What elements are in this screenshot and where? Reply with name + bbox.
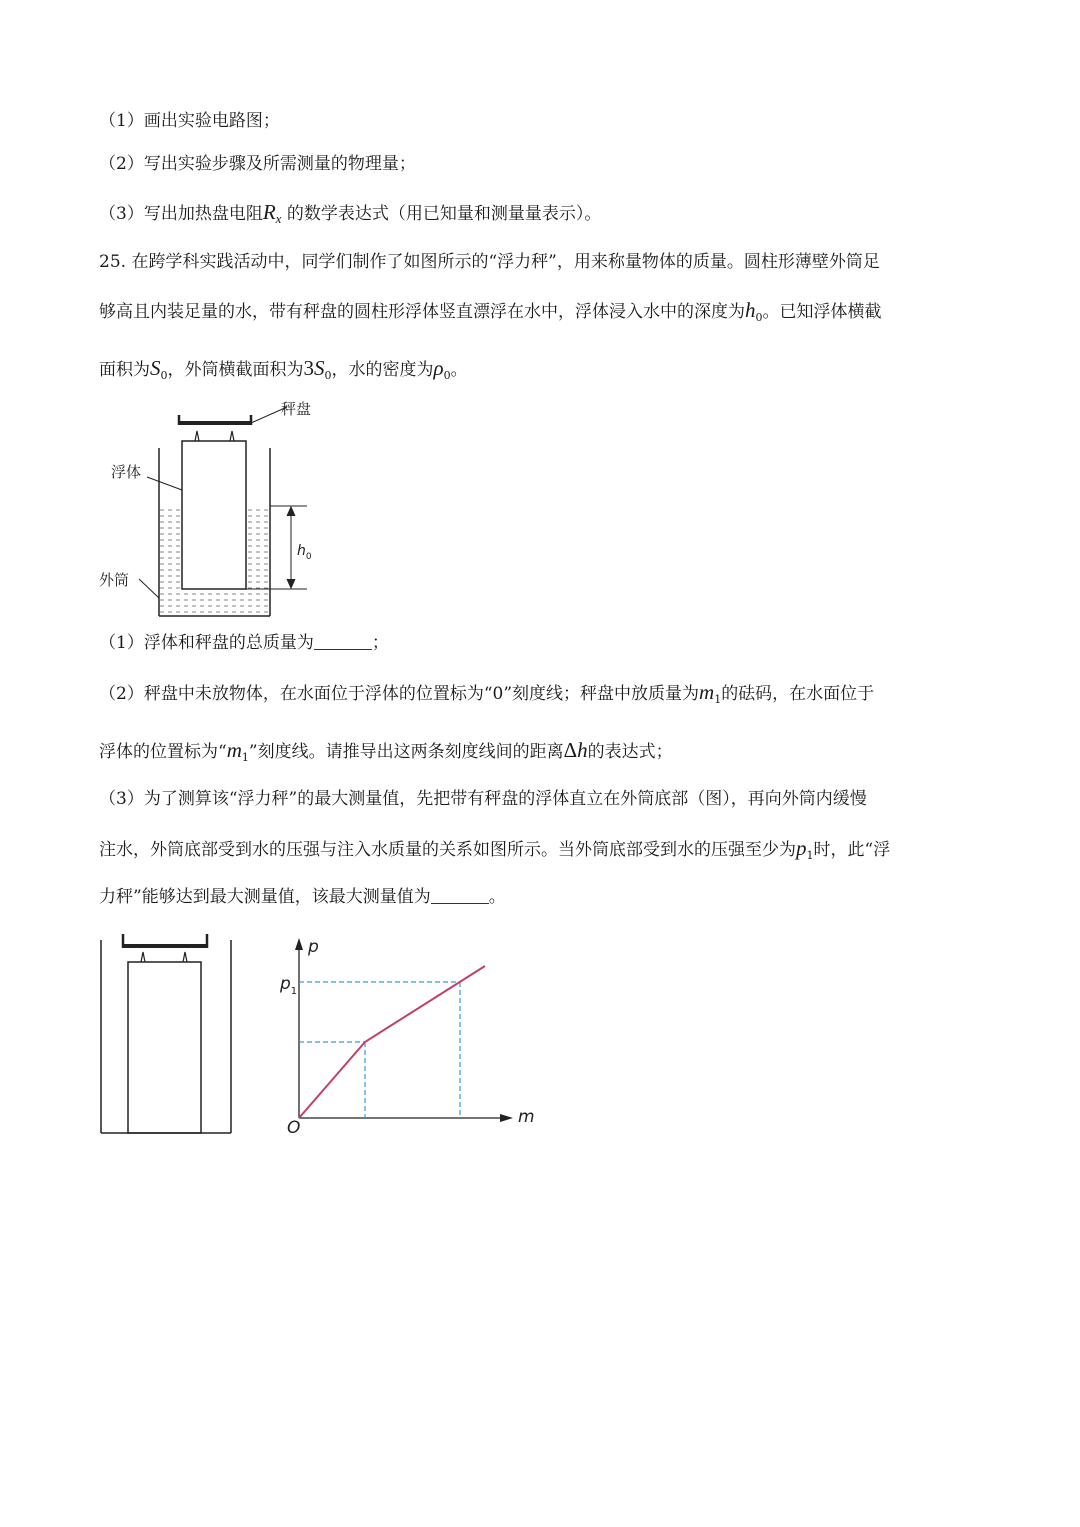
label-float: 浮体 (111, 463, 142, 481)
q25-sub2-line2: 浮体的位置标为“$m_1$”刻度线。请推导出这两条刻度线间的距离Δh的表达式； (99, 738, 673, 764)
label-pan: 秤盘 (281, 400, 312, 418)
part3-question-2: （2）写出实验步骤及所需测量的物理量； (99, 154, 416, 174)
q25-sub3-line3: 力秤”能够达到最大测量值，该最大测量值为 。 (99, 887, 506, 907)
q25-stem-line2: 够高且内装足量的水，带有秤盘的圆柱形浮体竖直漂浮在水中，浮体浸入水中的深度为$h_0$。已知浮体横截 (99, 298, 882, 324)
float-scale-figure (95, 393, 335, 625)
answer-blank-2 (431, 887, 489, 904)
q25-stem-line3: 面积为$S_0$，外筒横截面积为$3S_0$，水的密度为$\rho_0$。 (99, 356, 468, 382)
q25-sub3-line1: （3）为了测算该“浮力秤”的最大测量值，先把带有秤盘的浮体直立在外筒底部（图），再向外筒内缓慢 (99, 789, 867, 809)
q25-stem-line1: 25. 在跨学科实践活动中，同学们制作了如图所示的“浮力秤”，用来称量物体的质量。圆柱形薄壁外筒足 (99, 252, 880, 272)
q25-sub2-line1: （2）秤盘中未放物体，在水面位于浮体的位置标为“0”刻度线；秤盘中放质量为$m_1$的砝码，在水面位于 (99, 680, 875, 706)
p1-tick-label: $p_1$ (280, 974, 298, 997)
q25-sub3-line2: 注水，外筒底部受到水的压强与注入水质量的关系如图所示。当外筒底部受到水的压强至少为$p_1$时，此“浮 (99, 836, 891, 862)
label-tube: 外筒 (99, 571, 130, 589)
q25-sub1: （1）浮体和秤盘的总质量为 ； (99, 633, 389, 653)
origin-label: O (287, 1118, 301, 1138)
float-body-2 (128, 962, 201, 1133)
x-axis-label: m (518, 1107, 535, 1127)
float-in-empty-tube-figure (95, 928, 240, 1138)
label-h0: $h_0$ (297, 543, 312, 562)
part3-question-3: （3）写出加热盘电阻$R_x$ 的数学表达式（用已知量和测量量表示）。 (99, 200, 602, 226)
scale-pan (179, 415, 251, 441)
y-axis-label: p (308, 937, 319, 957)
part3-question-1: （1）画出实验电路图； (99, 111, 280, 131)
answer-blank-1 (314, 633, 372, 650)
scale-pan-2 (123, 934, 207, 962)
pressure-mass-graph (270, 930, 540, 1138)
